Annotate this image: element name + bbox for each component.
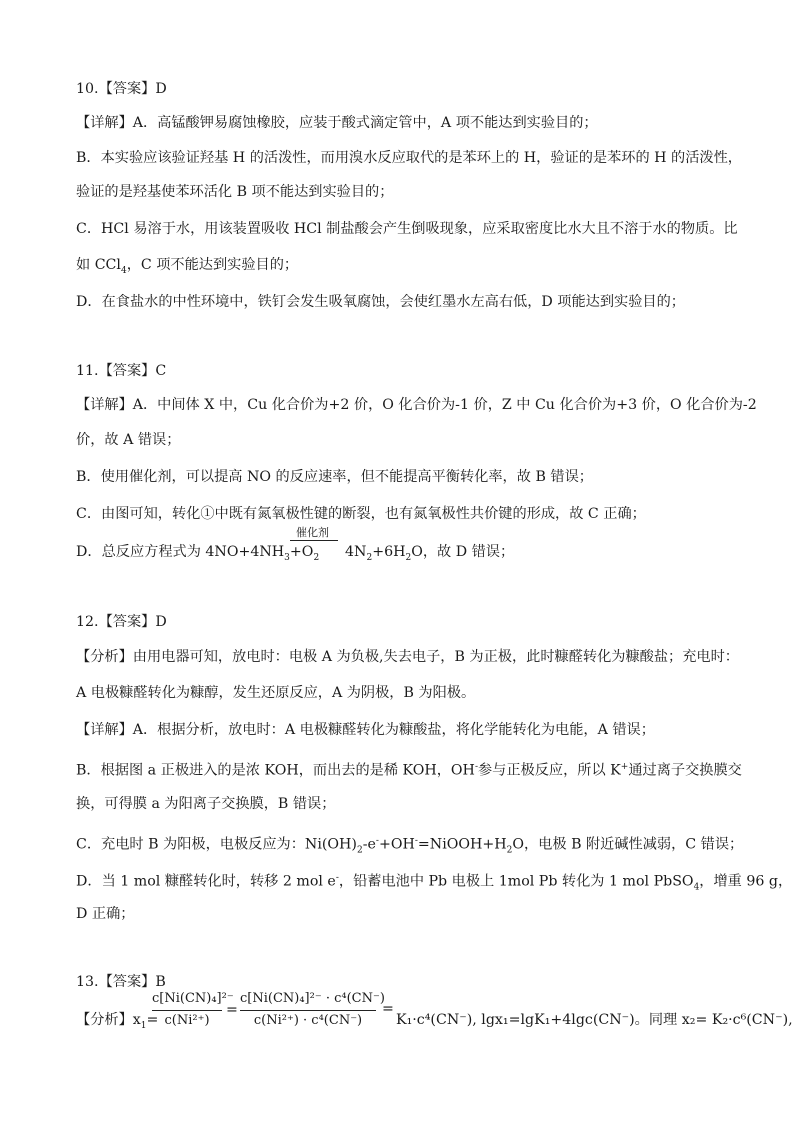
q10-detail-d: D．在食盐水的中性环境中，铁钉会发生吸氧腐蚀，会使红墨水左高右低，D 项能达到实验目的；: [76, 294, 685, 310]
q12-detail-b: B．根据图 a 正极进入的是浓 KOH，而出去的是稀 KOH，OH-参与正极反应，所以 K+通过离子交换膜交: [76, 762, 742, 779]
q11-detail-d-right: $4N_2+6H_2O$，故 D 错误；: [345, 544, 515, 563]
fraction-1-denominator: c(Ni²⁺): [164, 1013, 210, 1028]
q10-answer: 10.【答案】D: [76, 81, 167, 97]
q10-detail-a: 【详解】A．高锰酸钾易腐蚀橡胶，应装于酸式滴定管中，A 项不能达到实验目的；: [76, 115, 598, 131]
q13-analysis-prefix: 【分析】$x_1=$: [76, 1012, 159, 1031]
reaction-arrow-bar: [290, 540, 338, 541]
catalyst-label: 催化剂: [296, 526, 329, 539]
q13-analysis-tail: K₁·c⁴(CN⁻), lgx₁=lgK₁+4lgc(CN⁻)。同理 x₂= K₂·c⁶(CN⁻),: [396, 1012, 793, 1028]
fraction-2-numerator: c[Ni(CN)₄]²⁻ · c⁴(CN⁻): [240, 991, 385, 1006]
q10-detail-b: B．本实验应该验证羟基 H 的活泼性，而用溴水反应取代的是苯环上的 H，验证的是苯环的 H 的活泼性，: [76, 150, 742, 166]
q11-detail-c: C．由图可知，转化①中既有氮氧极性键的断裂，也有氮氧极性共价键的形成，故 C 正确；: [76, 506, 646, 522]
q10-detail-b-cont: 验证的是羟基使苯环活化 B 项不能达到实验目的；: [76, 184, 394, 200]
fraction-1-numerator: c[Ni(CN)₄]²⁻: [152, 991, 234, 1006]
q11-detail-a: 【详解】A．中间体 X 中，Cu 化合价为+2 价，O 化合价为-1 价，Z 中 Cu 化合价为+3 价，O 化合价为-2: [76, 397, 757, 413]
q12-detail-c: C．充电时 B 为阳极，电极反应为：$Ni(OH)_2-e^-+OH^-=NiOOH+H_2O$，电极 B 附近碱性减弱，C 错误；: [76, 836, 744, 856]
q13-answer: 13.【答案】B: [76, 974, 166, 990]
fraction-2-bar: [240, 1010, 376, 1011]
fraction-2-denominator: c(Ni²⁺) · c⁴(CN⁻): [253, 1013, 363, 1028]
q12-detail-b-cont: 换，可得膜 a 为阳离子交换膜，B 错误；: [76, 796, 336, 812]
q10-detail-c-cont: 如 CCl$_4$，C 项不能达到实验目的；: [76, 257, 299, 276]
q10-detail-c: C．HCl 易溶于水，用该装置吸收 HCl 制盐酸会产生倒吸现象，应采取密度比水大且不溶于水的物质。比: [76, 221, 738, 237]
q11-detail-a-cont: 价，故 A 错误；: [76, 432, 181, 448]
equals-sign-3: =: [382, 1001, 394, 1017]
q11-detail-d-left: D．总反应方程式为 $4NO+4NH_3+O_2$: [76, 544, 320, 563]
equals-sign-2: =: [226, 1002, 238, 1018]
q12-answer: 12.【答案】D: [76, 614, 167, 630]
q12-detail-d-cont: D 正确；: [76, 906, 135, 922]
q12-detail-d: D．当 1 mol 糠醛转化时，转移 2 mol e-，铅蓄电池中 Pb 电极上 1mol Pb 转化为 1 mol PbSO$_4$，增重 96 g，: [76, 873, 793, 893]
fraction-1-bar: [152, 1010, 222, 1011]
q12-analysis: 【分析】由用电器可知，放电时：电极 A 为负极,失去电子，B 为正极，此时糠醛转化为糠酸盐；充电时：: [76, 649, 739, 665]
q12-analysis-cont: A 电极糠醛转化为糠醇，发生还原反应，A 为阴极，B 为阳极。: [76, 685, 476, 701]
q11-detail-b: B．使用催化剂，可以提高 NO 的反应速率，但不能提高平衡转化率，故 B 错误；: [76, 469, 593, 485]
q12-detail-a: 【详解】A．根据分析，放电时：A 电极糠醛转化为糠酸盐，将化学能转化为电能，A 错误；: [76, 722, 655, 738]
q11-answer: 11.【答案】C: [76, 363, 167, 379]
